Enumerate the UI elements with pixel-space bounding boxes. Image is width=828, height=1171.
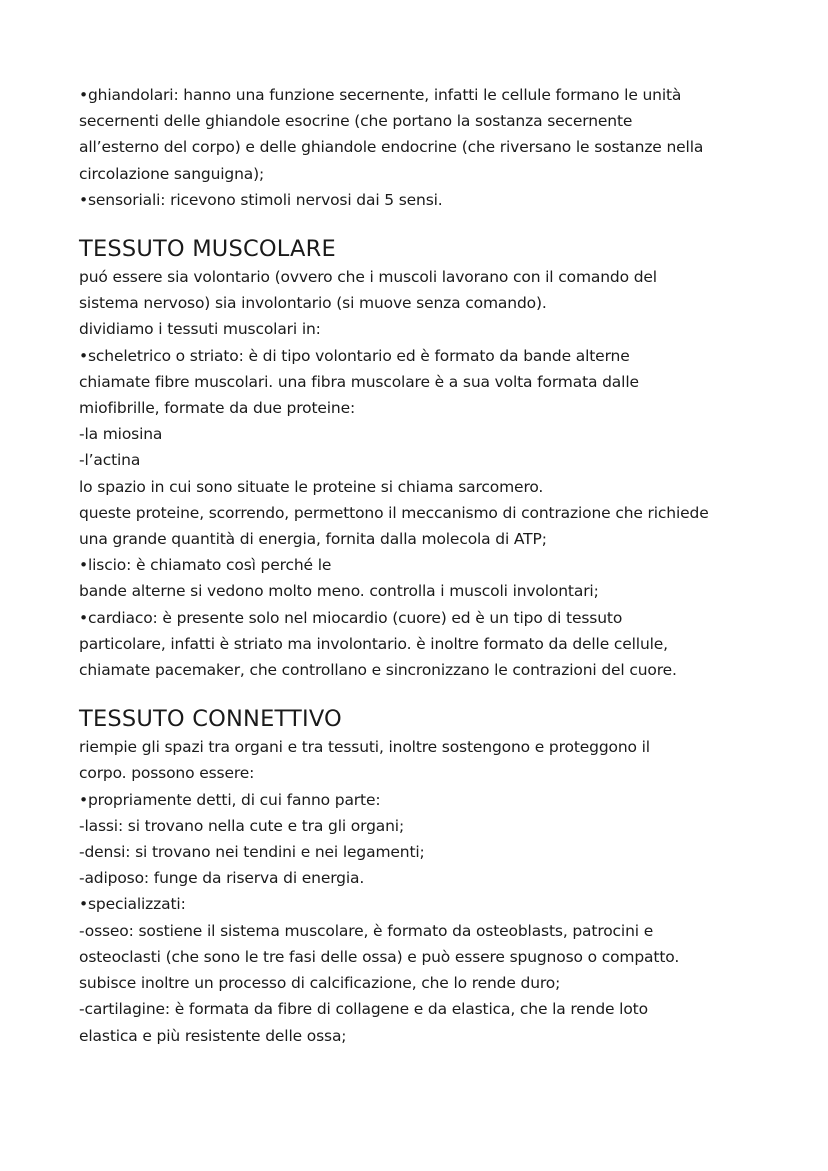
text-line: sistema nervoso) sia involontario (si muove senza comando). (79, 294, 547, 313)
text-line: chiamate pacemaker, che controllano e sincronizzano le contrazioni del cuore. (79, 661, 677, 680)
text-line: •specializzati: (79, 895, 186, 914)
text-line: •liscio: è chiamato così perché le (79, 556, 332, 575)
section-tessuto-connettivo (79, 704, 769, 1048)
text-line: -la miosina (79, 425, 163, 444)
text-line: secernenti delle ghiandole esocrine (che portano la sostanza secernente (79, 112, 633, 131)
section-tessuto-muscolare (79, 234, 769, 683)
text-line: bande alterne si vedono molto meno. controlla i muscoli involontari; (79, 582, 599, 601)
text-line: •cardiaco: è presente solo nel miocardio (cuore) ed è un tipo di tessuto (79, 608, 623, 627)
text-line: queste proteine, scorrendo, permettono il meccanismo di contrazione che richiede (79, 503, 709, 522)
text-line: -lassi: si trovano nella cute e tra gli organi; (79, 816, 405, 835)
text-line: elastica e più resistente delle ossa; (79, 1026, 347, 1045)
text-line: circolazione sanguigna); (79, 164, 265, 183)
text-line: particolare, infatti è striato ma involontario. è inoltre formato da delle cellule, (79, 634, 668, 653)
document-body (79, 82, 769, 1049)
text-line: lo spazio in cui sono situate le proteine si chiama sarcomero. (79, 477, 544, 496)
text-line: -adiposo: funge da riserva di energia. (79, 869, 365, 888)
text-line: chiamate fibre muscolari. una fibra muscolare è a sua volta formata dalle (79, 372, 639, 391)
section-epitelio-continued (79, 82, 769, 213)
text-line: una grande quantità di energia, fornita dalla molecola di ATP; (79, 530, 547, 549)
text-line: all’esterno del corpo) e delle ghiandole endocrine (che riversano le sostanze nella (79, 138, 704, 157)
text-line: •ghiandolari: hanno una funzione secernente, infatti le cellule formano le unità (79, 86, 682, 104)
section-heading: TESSUTO MUSCOLARE (79, 236, 336, 263)
text-line: -cartilagine: è formata da fibre di collagene e da elastica, che la rende loto (79, 1000, 648, 1019)
text-line: puó essere sia volontario (ovvero che i muscoli lavorano con il comando del (79, 268, 657, 287)
section-heading: TESSUTO CONNETTIVO (79, 706, 342, 733)
text-line: riempie gli spazi tra organi e tra tessuti, inoltre sostengono e proteggono il (79, 738, 650, 757)
text-line: •sensoriali: ricevono stimoli nervosi dai 5 sensi. (79, 190, 443, 209)
text-line: subisce inoltre un processo di calcificazione, che lo rende duro; (79, 974, 561, 993)
text-line: corpo. possono essere: (79, 764, 255, 783)
text-line: •scheletrico o striato: è di tipo volontario ed è formato da bande alterne (79, 346, 630, 365)
text-line: -l’actina (79, 451, 141, 470)
text-line: -densi: si trovano nei tendini e nei legamenti; (79, 843, 425, 862)
text-line: -osseo: sostiene il sistema muscolare, è formato da osteoblasts, patrocini e (79, 921, 654, 940)
text-line: •propriamente detti, di cui fanno parte: (79, 790, 381, 809)
text-line: miofibrille, formate da due proteine: (79, 399, 356, 418)
text-line: dividiamo i tessuti muscolari in: (79, 320, 321, 339)
text-line: osteoclasti (che sono le tre fasi delle ossa) e può essere spugnoso o compatto. (79, 947, 680, 966)
